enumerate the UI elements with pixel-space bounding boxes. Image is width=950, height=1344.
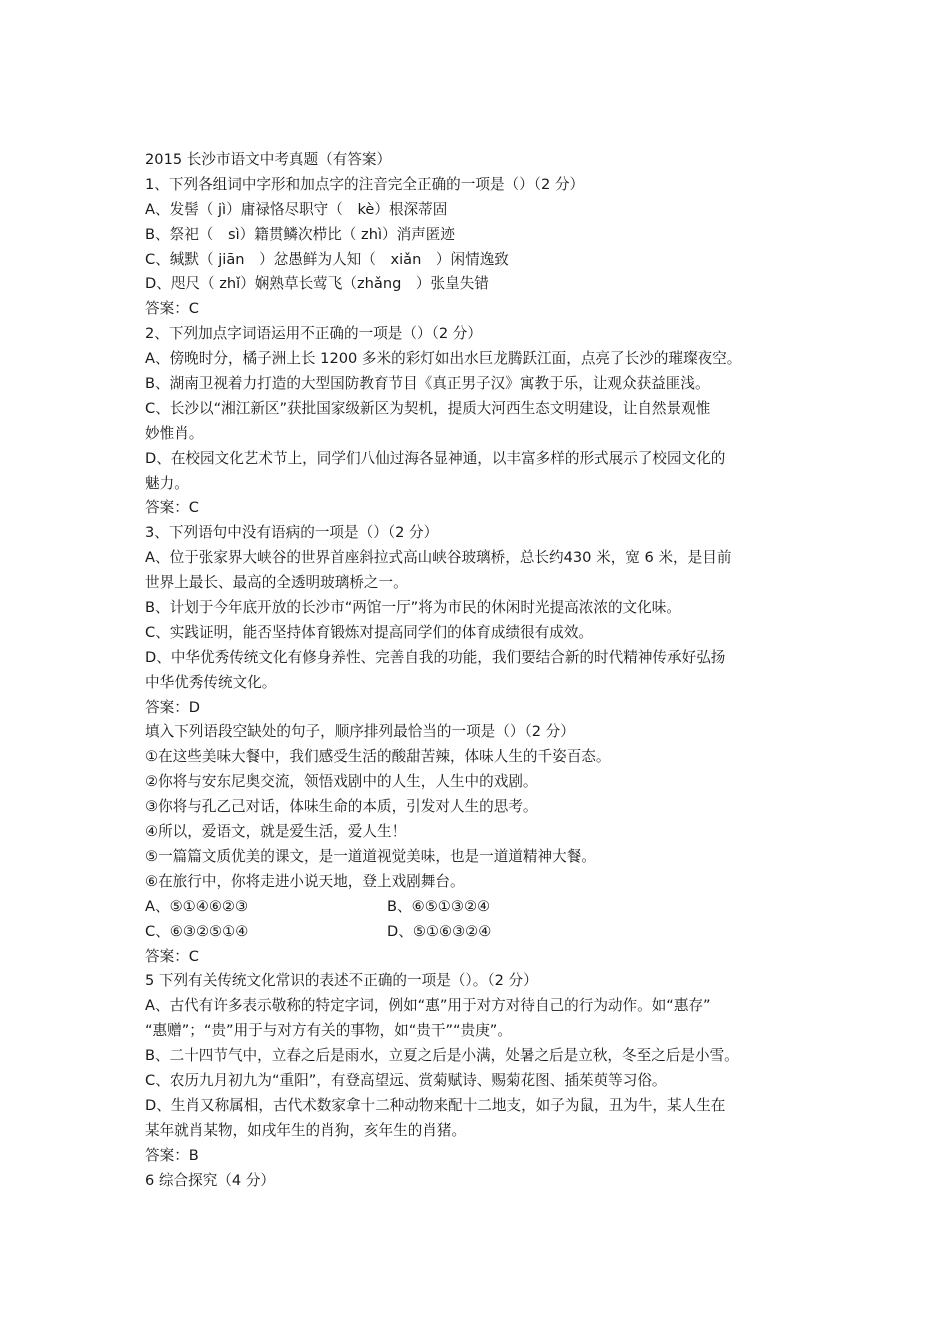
question-4-sentence-2: ②你将与安东尼奥交流，领悟戏剧中的人生，人生中的戏剧。 bbox=[145, 773, 538, 791]
question-5-option-a-line-1: A、古代有许多表示敬称的特定字词，例如“惠”用于对方对待自己的行为动作。如“惠存” bbox=[145, 997, 711, 1015]
question-1-stem: 1、下列各组词中字形和加点字的注音完全正确的一项是（）（2 分） bbox=[145, 175, 585, 193]
question-5-option-b: B、二十四节气中，立春之后是雨水，立夏之后是小满，处暑之后是立秋，冬至之后是小雪。 bbox=[145, 1047, 739, 1065]
question-1-option-d: D、咫尺（ zhǐ）娴熟草长莺飞（zhǎng ）张皇失错 bbox=[145, 275, 489, 293]
question-1-answer: 答案：C bbox=[145, 300, 199, 318]
question-2-option-d-line-2: 魅力。 bbox=[145, 474, 189, 492]
question-5-answer: 答案：B bbox=[145, 1146, 199, 1164]
question-5-stem: 5 下列有关传统文化常识的表述不正确的一项是（）。（2 分） bbox=[145, 972, 538, 990]
question-3-option-d-line-2: 中华优秀传统文化。 bbox=[145, 673, 277, 691]
question-3-option-d-line-1: D、中华优秀传统文化有修身养性、完善自我的功能，我们要结合新的时代精神传承好弘扬 bbox=[145, 648, 726, 666]
question-5-option-d-line-2: 某年就肖某物，如戌年生的肖狗，亥年生的肖猪。 bbox=[145, 1121, 467, 1139]
question-4-stem: 填入下列语段空缺处的句子，顺序排列最恰当的一项是（）（2 分） bbox=[145, 723, 575, 741]
question-1-option-b: B、祭祀（ sì）籍贯鳞次栉比（ zhì）消声匿迹 bbox=[145, 225, 455, 243]
question-3-option-c: C、实践证明，能否坚持体育锻炼对提高同学们的体育成绩很有成效。 bbox=[145, 623, 594, 641]
question-4-answer: 答案：C bbox=[145, 947, 199, 965]
question-4-sentence-6: ⑥在旅行中，你将走进小说天地，登上戏剧舞台。 bbox=[145, 872, 465, 890]
question-4-option-b: B、⑥⑤①③②④ bbox=[387, 897, 491, 915]
question-2-stem: 2、下列加点字词语运用不正确的一项是（）（2 分） bbox=[145, 325, 482, 343]
question-5-option-d-line-1: D、生肖又称属相，古代术数家拿十二种动物来配十二地支，如子为鼠，丑为牛，某人生在 bbox=[145, 1096, 726, 1114]
question-4-option-a: A、⑤①④⑥②③ bbox=[145, 897, 249, 915]
question-3-option-a-line-1: A、位于张家界大峡谷的世界首座斜拉式高山峡谷玻璃桥，总长约430 米，宽 6 米，是目前 bbox=[145, 549, 732, 567]
question-2-option-a: A、傍晚时分，橘子洲上长 1200 多米的彩灯如出水巨龙腾跃江面，点亮了长沙的璀璨夜空。 bbox=[145, 350, 742, 368]
document-page bbox=[145, 148, 815, 1193]
question-4-sentence-3: ③你将与孔乙己对话，体味生命的本质，引发对人生的思考。 bbox=[145, 798, 538, 816]
question-3-stem: 3、下列语句中没有语病的一项是（）（2 分） bbox=[145, 524, 439, 542]
question-3-option-b: B、计划于今年底开放的长沙市“两馆一厅”将为市民的休闲时光提高浓浓的文化味。 bbox=[145, 599, 681, 617]
question-4-sentence-1: ①在这些美味大餐中，我们感受生活的酸甜苦辣，体味人生的千姿百态。 bbox=[145, 748, 611, 766]
question-4-options-row-1 bbox=[145, 895, 815, 920]
question-2-answer: 答案：C bbox=[145, 499, 199, 517]
question-6-stem: 6 综合探究（4 分） bbox=[145, 1171, 276, 1189]
question-4-option-c: C、⑥③②⑤①④ bbox=[145, 922, 249, 940]
question-1-option-a: A、发髻（ jì）庸禄恪尽职守（ kè）根深蒂固 bbox=[145, 200, 448, 218]
question-4-options-row-2 bbox=[145, 920, 815, 945]
question-4-sentence-4: ④所以，爱语文，就是爱生活，爱人生！ bbox=[145, 823, 407, 841]
question-2-option-c-line-2: 妙惟肖。 bbox=[145, 424, 204, 442]
question-2-option-b: B、湖南卫视着力打造的大型国防教育节目《真正男子汉》寓教于乐，让观众获益匪浅。 bbox=[145, 375, 710, 393]
question-3-answer: 答案：D bbox=[145, 698, 201, 716]
question-5-option-a-line-2: “惠赠”；“贵”用于与对方有关的事物，如“贵干”“贵庚”。 bbox=[145, 1022, 512, 1040]
document-title: 2015 长沙市语文中考真题（有答案） bbox=[145, 151, 392, 168]
question-5-option-c: C、农历九月初九为“重阳”，有登高望远、赏菊赋诗、赐菊花图、插茱萸等习俗。 bbox=[145, 1071, 667, 1089]
question-4-option-d: D、⑤①⑥③②④ bbox=[387, 922, 492, 940]
question-2-option-d-line-1: D、在校园文化艺术节上，同学们八仙过海各显神通，以丰富多样的形式展示了校园文化的 bbox=[145, 449, 726, 467]
question-1-option-c: C、缄默（ jiān ）忿愚鲜为人知（ xiǎn ）闲情逸致 bbox=[145, 250, 509, 268]
question-4-sentence-5: ⑤一篇篇文质优美的课文，是一道道视觉美味，也是一道道精神大餐。 bbox=[145, 847, 596, 865]
question-2-option-c-line-1: C、长沙以“湘江新区”获批国家级新区为契机，提质大河西生态文明建设，让自然景观惟 bbox=[145, 399, 711, 417]
question-3-option-a-line-2: 世界上最长、最高的全透明玻璃桥之一。 bbox=[145, 574, 408, 592]
